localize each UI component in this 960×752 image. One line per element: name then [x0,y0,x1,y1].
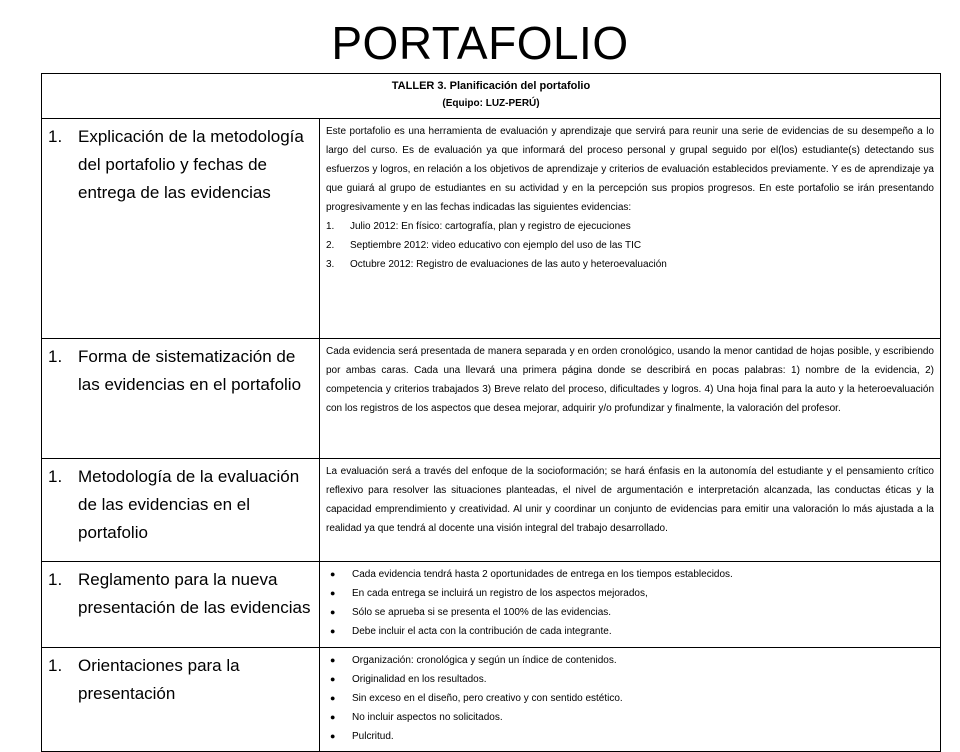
row-number: 1. [48,656,63,675]
table-header [42,74,941,119]
bullet-icon: ● [330,693,336,703]
rules-list [326,565,934,641]
list-item [326,565,934,584]
evidence-list [326,217,934,274]
team-name: (Equipo: LUZ-PERÚ) [442,98,540,109]
list-item [326,727,934,746]
bullet-icon: ● [330,569,336,579]
row-label-cell [42,562,320,648]
list-text: Septiembre 2012: video educativo con ejemplo del uso de las TIC [350,240,642,251]
portfolio-table [41,73,941,752]
row-label: Forma de sistematización de las evidencias en el portafolio [78,347,302,394]
guidelines-list [326,651,934,746]
row-label-cell [42,119,320,339]
row-paragraph: La evaluación será a través del enfoque de la socioformación; se hará énfasis en la autonomía del estudiante y el pensamiento crítico reflexivo para resolver las situaciones planteadas, el nivel de argumentación e interpretación alcanzada, las conductas éticas y la capacidad emprendimiento y creatividad. Al unir y coordinar un conjunto de evidencias para emitir una valoración lo más ajustada a la realidad ya que tendrá al docente una visión integral del trabajo desarrollado. [326,466,934,534]
list-text: Debe incluir el acta con la contribución de cada integrante. [352,626,612,637]
list-item [326,689,934,708]
row-content-cell [320,562,941,648]
list-item [326,255,934,274]
row-content-cell [320,459,941,562]
list-item [326,622,934,641]
list-text: Originalidad en los resultados. [352,674,487,685]
workshop-title: TALLER 3. Planificación del portafolio [391,80,591,92]
row-label: Reglamento para la nueva presentación de las evidencias [78,570,311,617]
list-number: 2. [326,240,335,251]
bullet-icon: ● [330,655,336,665]
row-paragraph: Cada evidencia será presentada de manera separada y en orden cronológico, usando la menor cantidad de hojas posible, y escribiendo por ambas caras. Cada una llevará una primera página donde se describirá en pocas palabras: 1) nombre de la evidencia, 2) competencia y criterios trabajados 3) Breve relato del proceso, dificultades y logros. 4) Una hoja final para la auto y la heteroevaluación con los registros de los aspectos que desea mejorar, adquirir y/o profundizar y finalmente, la valoración del profesor. [326,346,934,414]
row-label: Metodología de la evaluación de las evidencias en el portafolio [78,467,300,542]
list-number: 1. [326,221,335,232]
list-item [326,708,934,727]
list-text: Organización: cronológica y según un índice de contenidos. [352,655,617,666]
list-text: Sólo se aprueba si se presenta el 100% de las evidencias. [352,607,612,618]
row-number: 1. [48,347,63,366]
bullet-icon: ● [330,588,336,598]
table-header-row [42,74,941,119]
list-text: Pulcritud. [352,731,394,742]
table-row [42,119,941,339]
list-item [326,651,934,670]
list-text: Sin exceso en el diseño, pero creativo y con sentido estético. [352,693,623,704]
list-text: Cada evidencia tendrá hasta 2 oportunidades de entrega en los tiempos establecidos. [352,569,733,580]
list-item [326,217,934,236]
page-title: PORTAFOLIO [331,17,629,69]
list-text: En cada entrega se incluirá un registro de los aspectos mejorados, [352,588,648,599]
row-content-cell [320,339,941,459]
row-label: Explicación de la metodología del portafolio y fechas de entrega de las evidencias [78,127,304,202]
row-content-cell [320,648,941,752]
row-paragraph: Este portafolio es una herramienta de evaluación y aprendizaje que servirá para reunir una serie de evidencias de su desempeño a lo largo del curso. Es de evaluación ya que informará del proceso personal y grupal seguido por el(los) estudiante(s) detectando sus esfuerzos y logros, en relación a los objetivos de aprendizaje y criterios de evaluación establecidos previamente. Y es de aprendizaje ya que guiará al grupo de estudiantes en su actividad y en la percepción sus propios progresos. En este portafolio se irán presentando progresivamente y en las fechas indicadas las siguientes evidencias: [326,126,934,213]
list-item [326,584,934,603]
bullet-icon: ● [330,731,336,741]
bullet-icon: ● [330,626,336,636]
list-text: No incluir aspectos no solicitados. [352,712,503,723]
bullet-icon: ● [330,674,336,684]
list-item [326,670,934,689]
row-label: Orientaciones para la presentación [78,656,240,703]
table-row [42,459,941,562]
table-row [42,562,941,648]
list-item [326,236,934,255]
bullet-icon: ● [330,712,336,722]
table-row [42,648,941,752]
row-label-cell [42,339,320,459]
bullet-icon: ● [330,607,336,617]
row-number: 1. [48,467,63,486]
row-number: 1. [48,570,63,589]
list-text: Octubre 2012: Registro de evaluaciones de las auto y heteroevaluación [350,259,667,270]
row-label-cell [42,459,320,562]
row-content-cell [320,119,941,339]
list-text: Julio 2012: En físico: cartografía, plan y registro de ejecuciones [350,221,631,232]
list-number: 3. [326,259,335,270]
list-item [326,603,934,622]
row-label-cell [42,648,320,752]
table-row [42,339,941,459]
row-number: 1. [48,127,63,146]
